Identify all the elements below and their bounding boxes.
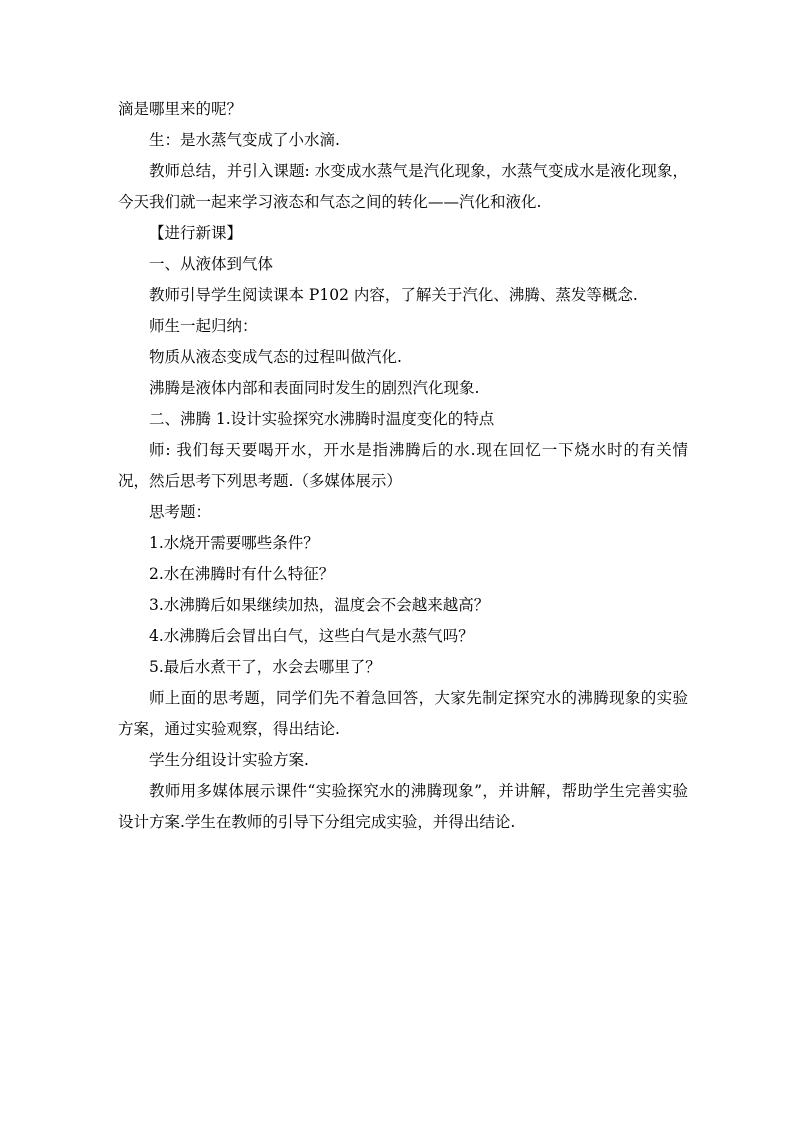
paragraph: 教师总结，并引入课题: 水变成水蒸气是汽化现象，水蒸气变成水是液化现象，今天我们就一起来学习液态和气态之间的转化——汽化和液化. (118, 162, 688, 211)
paragraph: 思考题： (149, 503, 212, 521)
document-body (118, 94, 688, 838)
paragraph: 物质从液态变成气态的过程叫做汽化. (149, 348, 402, 366)
paragraph: 教师用多媒体展示课件“实验探究水的沸腾现象”，并讲解，帮助学生完善实验设计方案.学生在教师的引导下分组完成实验，并得出结论. (118, 782, 688, 831)
question-item: 3.水沸腾后如果继续加热，温度会不会越来越高？ (149, 596, 490, 614)
question-item: 4.水沸腾后会冒出白气，这些白气是水蒸气吗？ (149, 627, 474, 645)
paragraph: 生：是水蒸气变成了小水滴. (149, 131, 340, 149)
question-item: 1.水烧开需要哪些条件？ (149, 534, 319, 552)
section-heading: 【进行新课】 (149, 224, 243, 242)
subsection-heading: 一、从液体到气体 (149, 255, 274, 273)
paragraph: 滴是哪里来的呢？ (118, 100, 243, 118)
question-item: 2.水在沸腾时有什么特征？ (149, 565, 335, 583)
paragraph: 师上面的思考题，同学们先不着急回答，大家先制定探究水的沸腾现象的实验方案，通过实验观察，得出结论. (118, 689, 688, 738)
question-item: 5.最后水煮干了，水会去哪里了？ (149, 658, 381, 676)
paragraph: 教师引导学生阅读课本 P102 内容，了解关于汽化、沸腾、蒸发等概念. (149, 286, 638, 304)
subsection-heading: 二、沸腾 1.设计实验探究水沸腾时温度变化的特点 (149, 410, 495, 428)
paragraph: 师: 我们每天要喝开水，开水是指沸腾后的水.现在回忆一下烧水时的有关情况，然后思考下列思考题.（多媒体展示） (118, 441, 688, 490)
paragraph: 沸腾是液体内部和表面同时发生的剧烈汽化现象. (149, 379, 480, 397)
paragraph: 学生分组设计实验方案. (149, 751, 309, 769)
paragraph: 师生一起归纳： (149, 317, 258, 335)
